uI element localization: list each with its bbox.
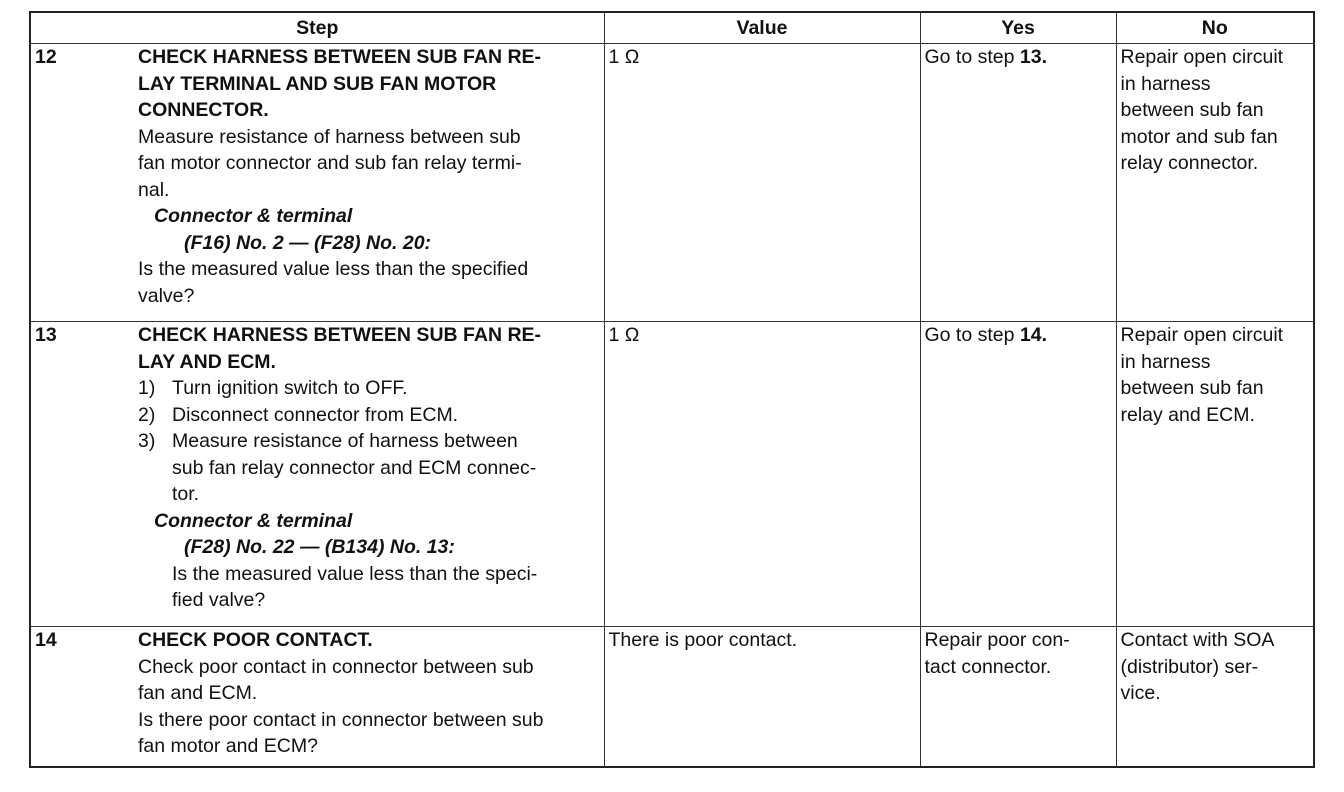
yes-step-ref: 14. [1019, 324, 1047, 346]
yes-cell [920, 44, 1116, 322]
item-number: 2) [138, 403, 156, 426]
item-text: Turn ignition switch to OFF. [172, 377, 408, 399]
desc-line: fan motor connector and sub fan relay termi- [138, 152, 522, 174]
desc-line: Measure resistance of harness between sub [138, 125, 521, 148]
no-line: Contact with SOA [1120, 629, 1275, 651]
table-row [30, 322, 1314, 627]
no-line: motor and sub fan [1120, 125, 1278, 148]
procedure-item [138, 402, 600, 429]
item-line: Measure resistance of harness between [172, 430, 518, 452]
no-line: in harness [1120, 72, 1211, 95]
value-cell: There is poor contact. [604, 627, 920, 767]
item-number: 1) [138, 377, 156, 399]
question-line: Is the measured value less than the specified [138, 258, 529, 280]
procedure-item [138, 375, 600, 402]
header-no: No [1116, 12, 1314, 44]
desc-line: fan and ECM. [138, 682, 258, 704]
yes-line: Repair poor con- [924, 629, 1070, 651]
question-line: fied valve? [172, 589, 266, 611]
step-description [138, 124, 600, 204]
yes-cell [920, 627, 1116, 767]
procedure-item [138, 428, 600, 508]
yes-text: Go to step [924, 46, 1020, 68]
step-cell [30, 627, 604, 767]
connector-label: Connector & terminal [154, 509, 353, 532]
header-row [30, 12, 1314, 44]
step-number: 12 [35, 46, 57, 68]
value-cell: 1 Ω [604, 44, 920, 322]
table-row [30, 627, 1314, 767]
item-line: tor. [172, 483, 200, 505]
no-line: relay and ECM. [1120, 403, 1255, 426]
yes-step-ref: 13. [1019, 46, 1047, 68]
question-line: fan motor and ECM? [138, 735, 318, 757]
diagnostic-table [29, 11, 1315, 768]
title-line: CONNECTOR. [138, 99, 269, 121]
question-line: Is there poor contact in connector between sub [138, 708, 544, 731]
header-value: Value [604, 12, 920, 44]
desc-line: nal. [138, 178, 170, 201]
step-number: 14 [35, 629, 57, 651]
no-line: (distributor) ser- [1120, 655, 1259, 678]
yes-cell [920, 322, 1116, 627]
no-line: between sub fan [1120, 377, 1264, 399]
question-line: valve? [138, 284, 195, 307]
no-cell [1116, 627, 1314, 767]
connector-value: (F28) No. 22 — (B134) No. 13: [184, 536, 455, 558]
item-text: Disconnect connector from ECM. [172, 403, 459, 426]
item-line: sub fan relay connector and ECM connec- [172, 456, 537, 479]
yes-line: tact connector. [924, 655, 1052, 678]
step-cell [30, 44, 604, 322]
table-row [30, 44, 1314, 322]
item-number: 3) [138, 430, 156, 452]
step-description [138, 654, 600, 707]
title-line: LAY TERMINAL AND SUB FAN MOTOR [138, 72, 497, 95]
header-step: Step [30, 12, 604, 44]
value-cell: 1 Ω [604, 322, 920, 627]
title-line: CHECK HARNESS BETWEEN SUB FAN RE- [138, 324, 542, 346]
step-question [138, 561, 600, 614]
no-line: relay connector. [1120, 152, 1259, 174]
connector-label: Connector & terminal [154, 205, 353, 227]
step-title: CHECK POOR CONTACT. [138, 629, 373, 651]
step-title [138, 322, 600, 375]
connector-value: (F16) No. 2 — (F28) No. 20: [184, 231, 432, 254]
no-cell [1116, 44, 1314, 322]
no-line: vice. [1120, 682, 1161, 704]
question-line: Is the measured value less than the speci- [172, 562, 538, 585]
desc-line: Check poor contact in connector between sub [138, 655, 534, 678]
yes-text: Go to step [924, 324, 1020, 346]
step-question [138, 256, 600, 309]
title-line: LAY AND ECM. [138, 350, 276, 373]
step-cell [30, 322, 604, 627]
step-question [138, 707, 600, 760]
no-line: Repair open circuit [1120, 46, 1284, 68]
no-line: in harness [1120, 350, 1211, 373]
no-cell [1116, 322, 1314, 627]
title-line: CHECK HARNESS BETWEEN SUB FAN RE- [138, 46, 542, 68]
no-line: between sub fan [1120, 99, 1264, 121]
step-number: 13 [35, 324, 57, 346]
item-text [172, 428, 600, 508]
step-title [138, 44, 600, 124]
no-line: Repair open circuit [1120, 324, 1284, 346]
header-yes: Yes [920, 12, 1116, 44]
